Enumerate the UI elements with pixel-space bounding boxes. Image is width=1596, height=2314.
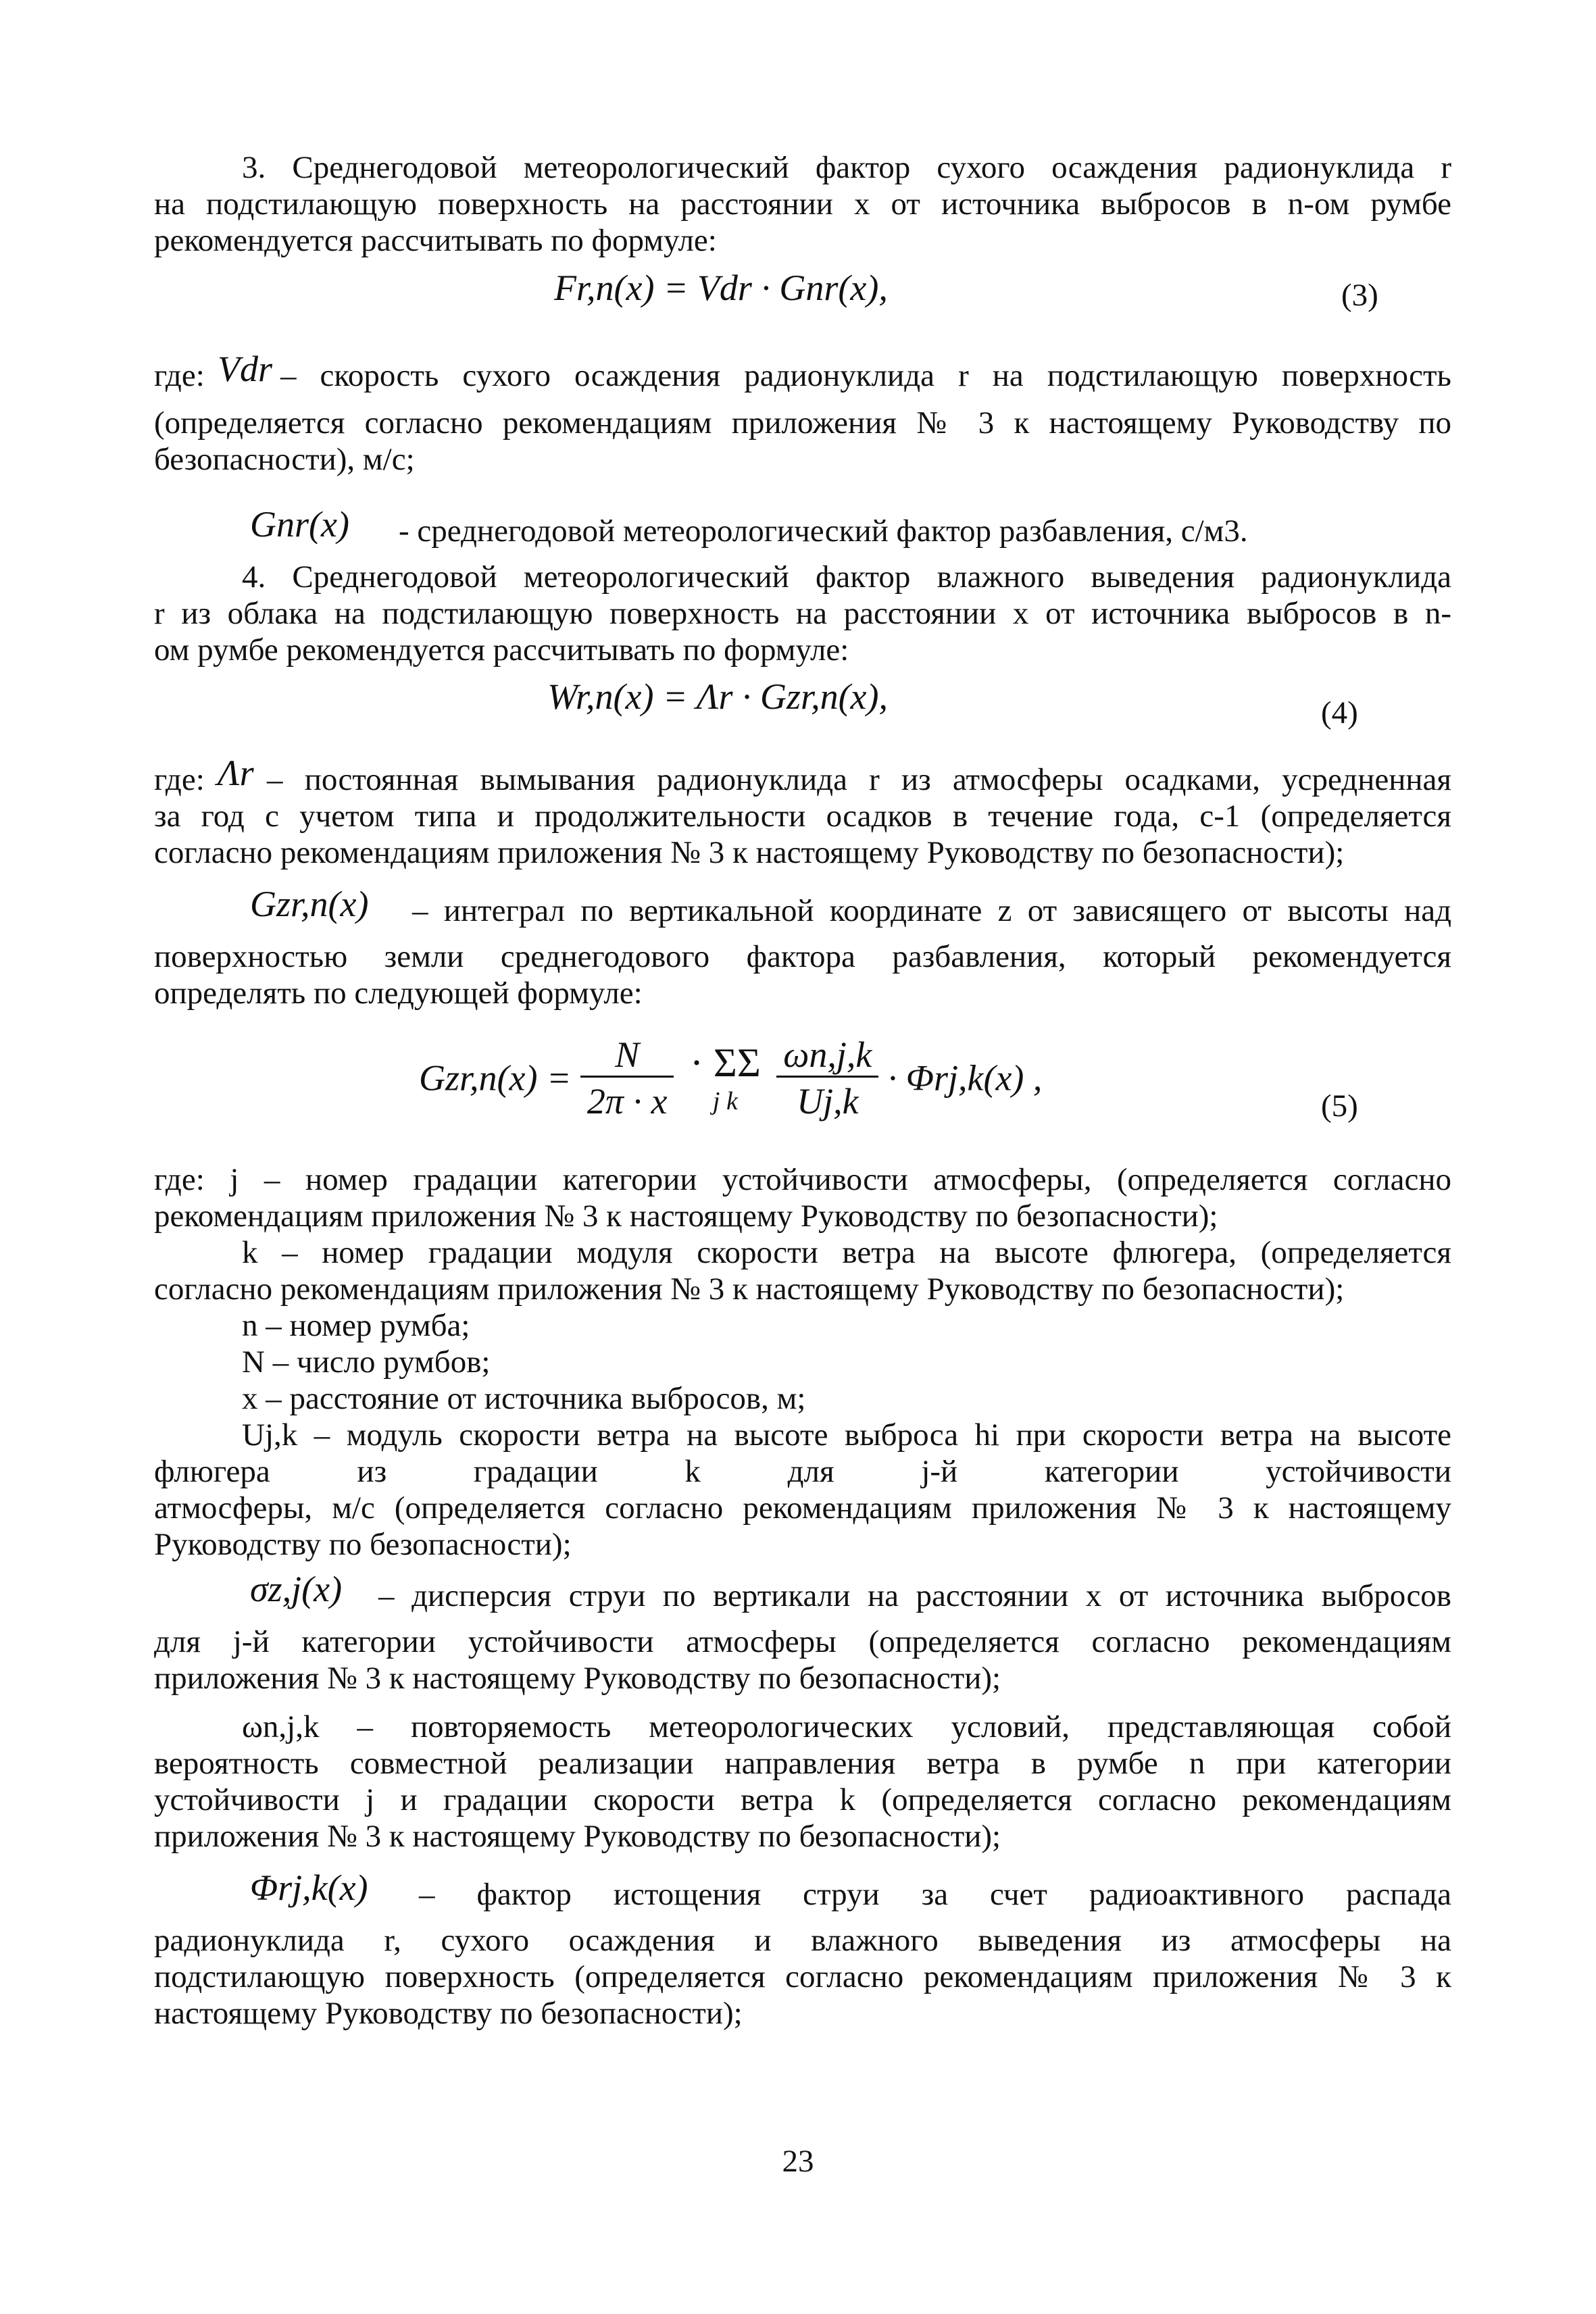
x-definition: x – расстояние от источника выбросов, м;: [242, 1381, 806, 1416]
phi-symbol: Φrj,k(x): [250, 1867, 368, 1908]
formula-5-rhs: · Φrj,k(x) ,: [887, 1057, 1043, 1099]
formula-5-fraction-1: [580, 1034, 674, 1122]
gn-symbol: Gnr(x): [250, 504, 349, 545]
omega-def-line-4: приложения № 3 к настоящему Руководству по безопасности);: [154, 1819, 1001, 1854]
lambda-symbol: Λr: [218, 753, 254, 793]
omega-def-line-3: устойчивости j и градации скорости ветра k (определяется согласно рекомендациям: [154, 1782, 1451, 1817]
gz-def-line-2: поверхностью земли среднегодового фактора разбавления, который рекомендуется: [154, 939, 1451, 974]
section-3-line-3: рекомендуется рассчитывать по формуле:: [154, 223, 717, 258]
section-4-line-2: r из облака на подстилающую поверхность на расстоянии x от источника выбросов в n-: [154, 596, 1451, 631]
u-def-line-2: флюгера из градации k для j-й категории устойчивости: [154, 1454, 1451, 1489]
phi-def-line-1: – фактор истощения струи за счет радиоактивного распада: [419, 1877, 1451, 1912]
page-number: 23: [782, 2144, 814, 2179]
formula-5-number: (5): [1321, 1088, 1358, 1124]
u-def-line-3: атмосферы, м/с (определяется согласно рекомендациям приложения № 3 к настоящему: [154, 1490, 1451, 1526]
section-3-line-2: на подстилающую поверхность на расстоянии x от источника выбросов в n-ом румбе: [154, 186, 1451, 222]
formula-5-numerator-1: N: [615, 1034, 640, 1075]
sigma-def-line-3: приложения № 3 к настоящему Руководству по безопасности);: [154, 1661, 1001, 1696]
sigma-def-line-1: – дисперсия струи по вертикали на расстоянии x от источника выбросов: [378, 1578, 1451, 1613]
gz-symbol: Gzr,n(x): [250, 884, 369, 924]
gz-def-line-3: определять по следующей формуле:: [154, 976, 643, 1011]
sigma-def-line-2: для j-й категории устойчивости атмосферы (определяется согласно рекомендациям: [154, 1624, 1451, 1659]
k-def-line-1: k – номер градации модуля скорости ветра на высоте флюгера, (определяется: [242, 1235, 1451, 1270]
section-3-line-1: 3. Среднегодовой метеорологический фактор сухого осаждения радионуклида r: [242, 150, 1451, 185]
formula-5-numerator-2: ωn,j,k: [783, 1034, 872, 1075]
section-4-line-1: 4. Среднегодовой метеорологический фактор влажного выведения радионуклида: [242, 559, 1451, 595]
u-def-line-4: Руководству по безопасности);: [154, 1527, 572, 1562]
formula-5-fraction-2: [776, 1034, 878, 1122]
formula-5-denominator-1: 2π · x: [580, 1076, 674, 1122]
n-definition: n – номер румба;: [242, 1308, 470, 1343]
omega-def-line-2: вероятность совместной реализации направления ветра в румбе n при категории: [154, 1746, 1451, 1781]
phi-def-line-2: радионуклида r, сухого осаждения и влажного выведения из атмосферы на: [154, 1923, 1451, 1958]
formula-4-number: (4): [1321, 695, 1358, 730]
vd-symbol: Vdr: [218, 349, 272, 389]
formula-5: [419, 1034, 1042, 1122]
formula-3: Fr,n(x) = Vdr · Gnr(x),: [554, 268, 888, 308]
phi-def-line-3: подстилающую поверхность (определяется согласно рекомендациям приложения № 3 к: [154, 1959, 1451, 1994]
phi-def-line-4: настоящему Руководству по безопасности);: [154, 1996, 743, 2031]
j-def-line-1: где: j – номер градации категории устойчивости атмосферы, (определяется согласно: [154, 1162, 1451, 1197]
vd-def-line-1: – скорость сухого осаждения радионуклида r на подстилающую поверхность: [280, 358, 1451, 393]
formula-4: Wr,n(x) = Λr · Gzr,n(x),: [547, 676, 889, 717]
vd-prefix: где:: [154, 358, 205, 393]
formula-5-denominator-2: Uj,k: [776, 1076, 878, 1122]
u-def-line-1: Uj,k – модуль скорости ветра на высоте выброса hi при скорости ветра на высоте: [242, 1417, 1451, 1453]
formula-5-sums: [683, 1040, 768, 1116]
sigma-symbol: σz,j(x): [250, 1569, 343, 1609]
formula-5-sum-signs: · ΣΣ: [689, 1040, 761, 1085]
lambda-def-line-2: за год с учетом типа и продолжительности осадков в течение года, с-1 (определяется: [154, 799, 1451, 834]
gn-definition: - среднегодовой метеорологический фактор разбавления, с/м3.: [399, 513, 1248, 549]
k-def-line-2: согласно рекомендациям приложения № 3 к настоящему Руководству по безопасности);: [154, 1272, 1345, 1307]
vd-def-line-3: безопасности), м/с;: [154, 442, 415, 477]
lambda-def-line-1: – постоянная вымывания радионуклида r из атмосферы осадками, усредненная: [267, 762, 1451, 797]
lambda-prefix: где:: [154, 762, 205, 797]
omega-def-line-1: ωn,j,k – повторяемость метеорологических условий, представляющая собой: [242, 1709, 1451, 1744]
formula-3-number: (3): [1341, 278, 1378, 313]
lambda-def-line-3: согласно рекомендациям приложения № 3 к настоящему Руководству по безопасности);: [154, 835, 1345, 870]
gz-def-line-1: – интеграл по вертикальной координате z от зависящего от высоты над: [412, 893, 1451, 928]
formula-5-lhs: Gzr,n(x) =: [419, 1057, 572, 1099]
formula-5-sum-indices: j k: [712, 1087, 738, 1115]
section-4-line-3: ом румбе рекомендуется рассчитывать по формуле:: [154, 632, 849, 668]
N-definition: N – число румбов;: [242, 1344, 491, 1380]
vd-def-line-2: (определяется согласно рекомендациям приложения № 3 к настоящему Руководству по: [154, 405, 1451, 441]
j-def-line-2: рекомендациям приложения № 3 к настоящему Руководству по безопасности);: [154, 1199, 1218, 1234]
